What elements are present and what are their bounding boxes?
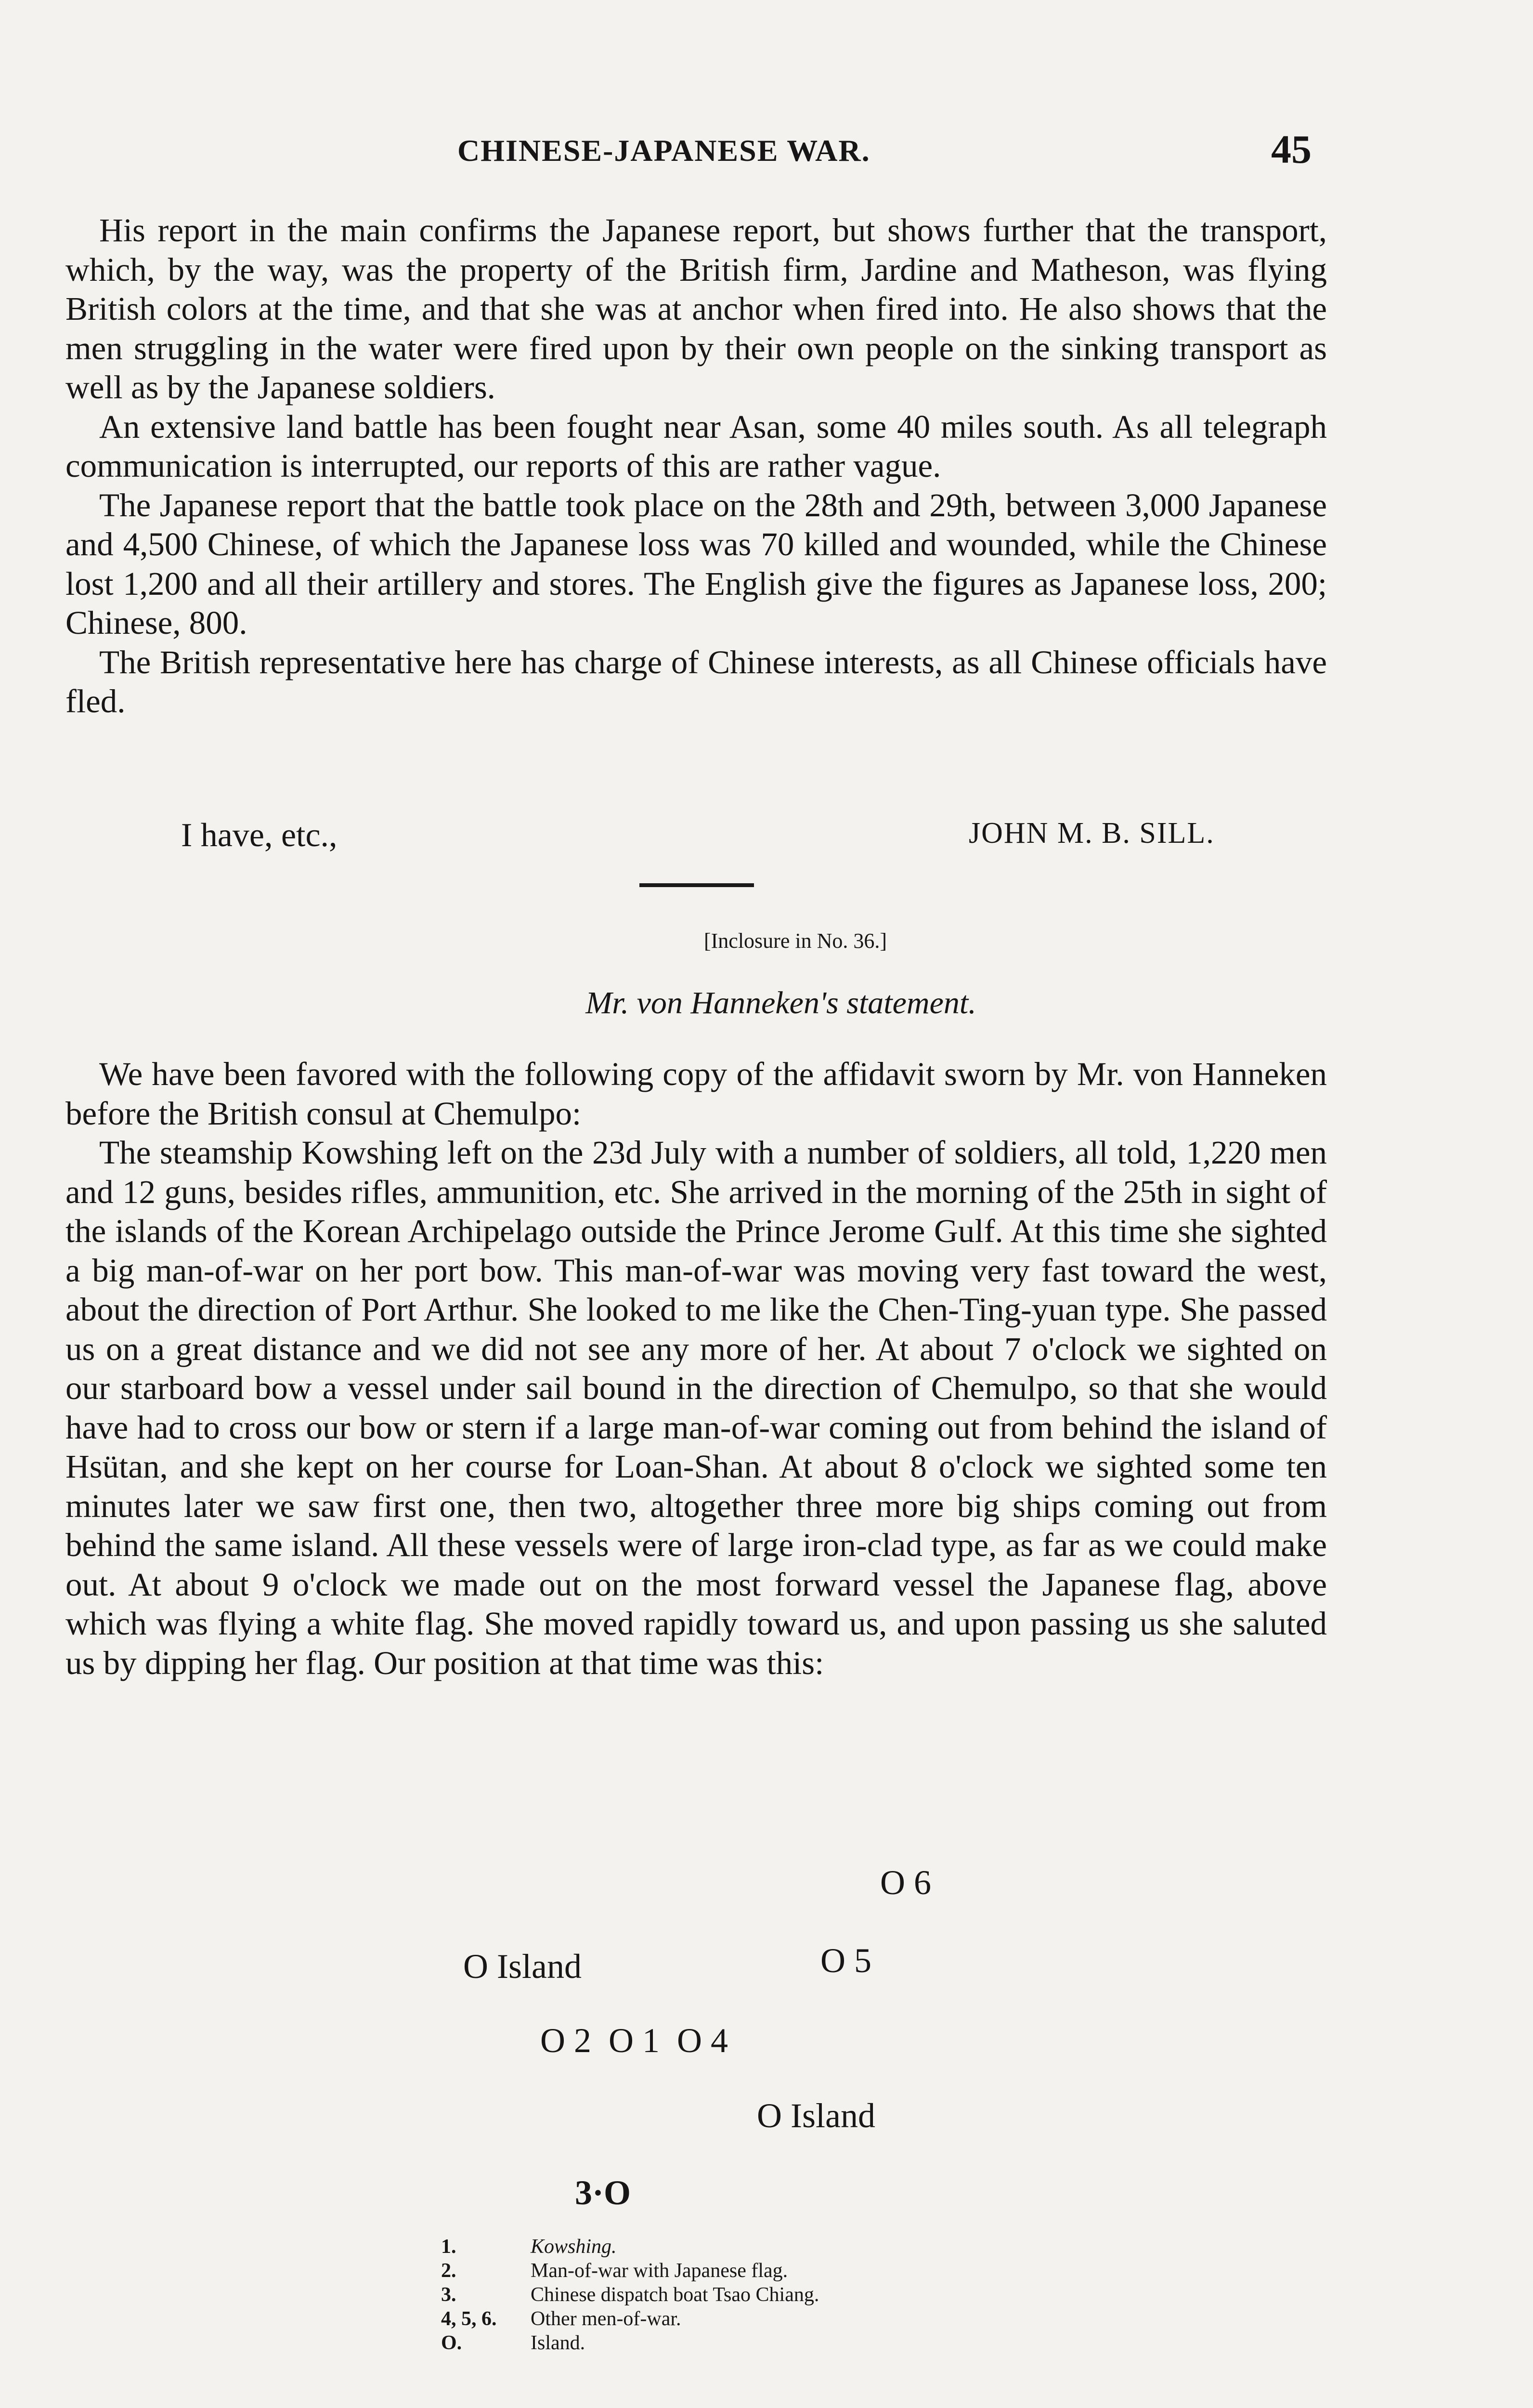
body-text-top (65, 211, 1327, 721)
legend-key: O. (441, 2332, 462, 2354)
paragraph: The steamship Kowshing left on the 23d July with a number of soldiers, all told, 1,220 men and 12 guns, besides rifles, ammunition, etc. She arrived in the morning of the 25th in sight of the islands of the Korean Archipelago outside the Prince Jerome Gulf. At this time she sighted a big man-of-war on her port bow. This man-of-war was moving very fast toward the west, about the direction of Port Arthur. She looked to me like the Chen-Ting-yuan type. She passed us on a great distance and we did not see any more of her. At about 7 o'clock we sighted on our starboard bow a vessel under sail bound in the direction of Chemulpo, so that she would have had to cross our bow or stern if a large man-of-war coming out from behind the island of Hsütan, and she kept on her course for Loan-Shan. At about 8 o'clock we sighted some ten minutes later we saw first one, then two, altogether three more big ships coming out from behind the same island. All these vessels were of large iron-clad type, as far as we could make out. At about 9 o'clock we made out on the most forward vessel the Japanese flag, above which was flying a white flag. She moved rapidly toward us, and upon passing us she saluted us by dipping her flag. Our position at that time was this: (65, 1134, 1327, 1681)
legend-row (441, 2259, 819, 2283)
paragraph: His report in the main confirms the Japanese report, but shows further that the transport, which, by the way, was the property of the British firm, Jardine and Matheson, was flying British colors at the time, and that she was at anchor when fired into. He also shows that the men struggling in the water were fired upon by their own people on the sinking transport as well as by the Japanese soldiers. (65, 212, 1327, 406)
legend-key: 4, 5, 6. (441, 2308, 497, 2330)
legend-desc: Kowshing. (531, 2236, 617, 2258)
legend-key: 1. (441, 2236, 456, 2258)
legend-row (441, 2283, 819, 2307)
legend-row (441, 2331, 819, 2355)
body-text-bottom (65, 1055, 1327, 1683)
legend-key: 3. (441, 2284, 456, 2306)
legend-key: 2. (441, 2260, 456, 2282)
letter-closing (0, 816, 1533, 860)
island-left-marker: O Island (463, 1947, 582, 1986)
signature: JOHN M. B. SILL. (969, 817, 1215, 850)
vessel-6-marker: O 6 (880, 1863, 931, 1902)
island-right-marker: O Island (757, 2096, 875, 2135)
legend-row (441, 2307, 819, 2331)
paragraph: An extensive land battle has been fought near Asan, some 40 miles south. As all telegraph communication is interrupted, our reports of this are rather vague. (65, 408, 1327, 484)
section-heading: Mr. von Hanneken's statement. (585, 985, 976, 1021)
legend-row (441, 2235, 819, 2259)
paragraph: The Japanese report that the battle took place on the 28th and 29th, between 3,000 Japanese and 4,500 Chinese, of which the Japanese loss was 70 killed and wounded, while the Chinese lost 1,200 and all their artillery and stores. The English give the figures as Japanese loss, 200; Chinese, 800. (65, 486, 1327, 641)
vessel-3-marker: 3·O (575, 2173, 631, 2212)
paragraph: We have been favored with the following copy of the affidavit sworn by Mr. von Hanneken before the British consul at Chemulpo: (65, 1056, 1327, 1132)
vessel-5-marker: O 5 (820, 1941, 871, 1980)
section-divider (639, 883, 754, 887)
inclosure-note: [Inclosure in No. 36.] (703, 929, 887, 953)
paragraph: The British representative here has charge of Chinese interests, as all Chinese officials have fled. (65, 643, 1327, 720)
diagram-legend (441, 2235, 819, 2355)
legend-desc: Chinese dispatch boat Tsao Chiang. (531, 2284, 819, 2306)
salutation: I have, etc., (181, 817, 338, 854)
page-title: CHINESE-JAPANESE WAR. (457, 133, 870, 168)
legend-desc: Island. (531, 2332, 585, 2354)
vessels-2-1-4-row: O 2 O 1 O 4 (540, 2021, 728, 2060)
running-header (0, 126, 1533, 170)
legend-desc: Man-of-war with Japanese flag. (531, 2260, 788, 2282)
page-number: 45 (1271, 127, 1312, 172)
legend-desc: Other men-of-war. (531, 2308, 681, 2330)
